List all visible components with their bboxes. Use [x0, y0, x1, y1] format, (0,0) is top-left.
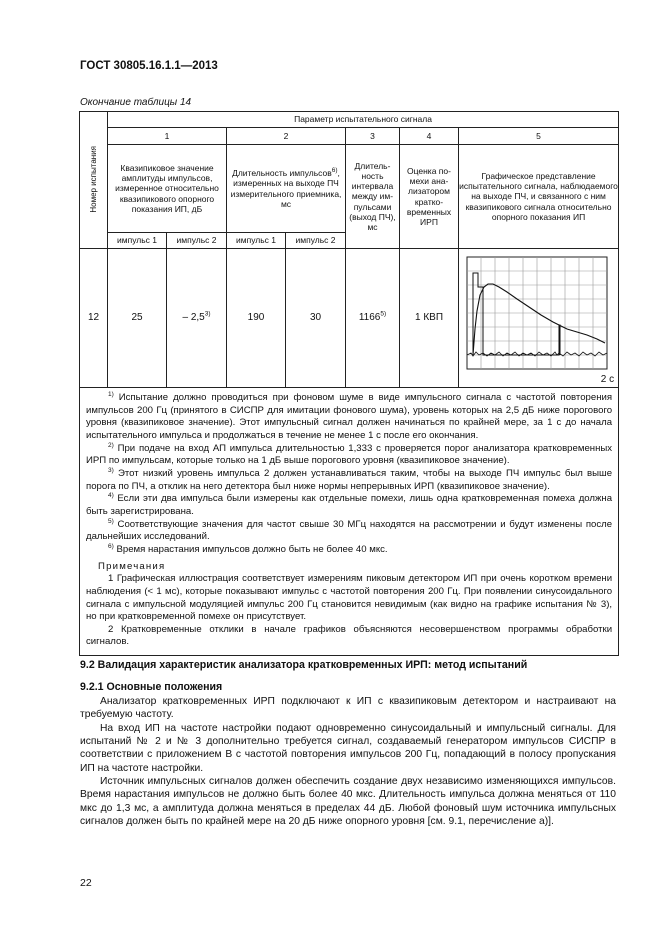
footnote-6-text: Время нарастания импульсов должно быть не более 40 мкс. — [116, 543, 388, 555]
col-number-3: 3 — [346, 128, 400, 145]
footnote-4-text: Если эти два импульса были измерены как отдельные помехи, лишь одна кратковременная помеха должна быть зарегистрирована. — [86, 493, 613, 517]
col-number-5: 5 — [459, 128, 619, 145]
test-number-header-cell — [80, 112, 108, 249]
footnote-6 — [86, 544, 612, 557]
quasi-peak-trace — [473, 284, 605, 355]
row-amp-pulse-2-cell — [167, 249, 227, 388]
footnote-2-text: При подаче на вход АП импульса длительностью 1,333 с проверяется порог анализатора кратковременных ИРП по импульсам, которые только на 1 дБ выше порогового уровня (квазипиковое значение). — [86, 442, 613, 467]
subheader-amp-pulse-1: импульс 1 — [108, 233, 167, 249]
row-dur-pulse-2: 30 — [286, 249, 346, 388]
document-code: ГОСТ 30805.16.1.1—2013 — [80, 60, 218, 72]
section-9-2-1-title: 9.2.1 Основные положения — [80, 681, 223, 693]
footnote-4 — [86, 493, 612, 518]
page-number: 22 — [80, 877, 92, 889]
graph-time-label: 2 с — [600, 374, 615, 386]
col2-title: Длительность импульсов — [232, 168, 332, 179]
subheader-dur-pulse-2: импульс 2 — [286, 233, 346, 249]
col-number-2: 2 — [227, 128, 346, 145]
section-9-2-title: 9.2 Валидация характеристик анализатора кратковременных ИРП: метод испытаний — [80, 659, 528, 671]
parameter-header: Параметр испытательного сигнала — [108, 112, 619, 128]
subheader-dur-pulse-1: импульс 1 — [227, 233, 286, 249]
footnote-3 — [86, 468, 612, 493]
footnote-5-text: Соответствующие значения для частот свыше 30 МГц находятся на рассмотрении и будут изменены после дальнейших исследований. — [86, 518, 613, 543]
signal-graph — [459, 249, 619, 387]
col3-title: Длительность интервала между импульсами (выход ПЧ), мс — [346, 145, 400, 249]
footnote-1-mark: 1) — [108, 390, 114, 398]
amp2-footnote-mark: 3) — [204, 310, 211, 318]
row-assessment: 1 КВП — [400, 249, 459, 388]
footnote-2 — [86, 443, 612, 468]
footnote-4-mark: 4) — [108, 492, 114, 500]
col5-title: Графическое представление испытательного сигнала, наблюдаемого на выходе ПЧ, и связанного с ним квазипикового сигнала относительно опорного показания ИП — [459, 145, 619, 249]
section-9-2-1 — [80, 681, 616, 829]
graph-cell — [459, 249, 619, 388]
graph-grid — [467, 257, 607, 369]
footnote-6-mark: 6) — [108, 542, 114, 550]
footnote-1-text: Испытание должно проводиться при фоновом шуме в виде импульсного сигнала с частотой повторения импульсов 200 Гц (принятого в СИСПР для имитации фонового шума), уровень которых на 2,5 дБ ниже порогового уровня (квазипиковое значение). Этот импульсный сигнал должен начинаться по крайней мере, за 1 с до начала испытательного импульса и продолжаться в течение не менее 1 с после его окончания. — [86, 392, 613, 441]
col-number-4: 4 — [400, 128, 459, 145]
row-amp-pulse-1: 25 — [108, 249, 167, 388]
footnote-1 — [86, 392, 612, 443]
notes-title: Примечания — [98, 560, 166, 572]
col-number-1: 1 — [108, 128, 227, 145]
row-amp-pulse-2: – 2,5 — [182, 312, 205, 324]
test-number-header: Номер испытания — [88, 145, 98, 213]
paragraph-2: На вход ИП на частоте настройки подают одновременно синусоидальный и импульсный сигналы. Для испытаний № 2 и № 3 дополнительно требуется сигнал, создаваемый генератором импульсов СИСПР в соответствии с приложением В с частотой повторения импульсов 200 Гц, попадающий в полосу пропускания ИП на частоте настройки. — [80, 722, 616, 774]
row-test-number: 12 — [80, 249, 108, 388]
col4-title: Оценка помехи анализатором кратковременных ИРП — [400, 145, 459, 249]
col1-title: Квазипиковое значение амплитуды импульсов, измеренное относительно квазипикового опорного показания ИП, дБ — [108, 145, 227, 233]
interval-footnote-mark: 5) — [380, 310, 387, 318]
row-interval-cell — [346, 249, 400, 388]
subheader-amp-pulse-2: импульс 2 — [167, 233, 227, 249]
table-caption: Окончание таблицы 14 — [80, 97, 192, 108]
footnote-3-mark: 3) — [108, 466, 114, 474]
footnote-2-mark: 2) — [108, 441, 114, 449]
col2-title-tail: , измеренных на выходе ПЧ измерительного приемника, мс — [230, 168, 342, 209]
note-1: 1 Графическая иллюстрация соответствует измерениям пиковым детектором ИП при очень коротком времени наблюдения (< 1 мс), которые показывают импульс с частотой повторения 200 Гц. При появлении синусоидального сигнала с импульсной модуляцией импульс 200 Гц становится невидимым (как видно на графике испытания № 3), но при кратковременной помехе он присутствует. — [86, 573, 613, 623]
table-14 — [79, 111, 619, 656]
note-2: 2 Кратковременные отклики в начале графиков объясняются несовершенством программы обработки сигналов. — [86, 623, 613, 648]
paragraph-3: Источник импульсных сигналов должен обеспечить создание двух независимо изменяющихся импульсов. Время нарастания импульсов не должно быть более 40 мкс. Длительность импульса должна меняться от 110 мкс до 1,3 мс, а амплитуда должна меняться в пределах 44 дБ. Любой фоновый шум источника импульсных сигналов должен быть по крайней мере на 20 дБ ниже опорного уровня [см. 9.1, перечисление а)]. — [80, 776, 616, 828]
section-9-2-heading — [80, 659, 616, 673]
footnote-5 — [86, 519, 612, 544]
col2-title-cell — [227, 145, 346, 233]
footnotes-and-notes — [80, 388, 619, 656]
footnote-5-mark: 5) — [108, 517, 114, 525]
col2-footnote-mark: 6) — [331, 167, 338, 175]
row-interval: 1166 — [358, 312, 381, 324]
footnote-3-text: Этот низкий уровень импульса 2 должен устанавливаться таким, чтобы на выходе ПЧ импульс был выше порога по ПЧ, а отклик на него детектора был ниже нормы непрерывных ИРП (квазипиковое значение). — [86, 467, 613, 492]
row-dur-pulse-1: 190 — [227, 249, 286, 388]
paragraph-1: Анализатор кратковременных ИРП подключают к ИП с квазипиковым детектором и настраивают на требуемую частоту. — [80, 695, 616, 721]
